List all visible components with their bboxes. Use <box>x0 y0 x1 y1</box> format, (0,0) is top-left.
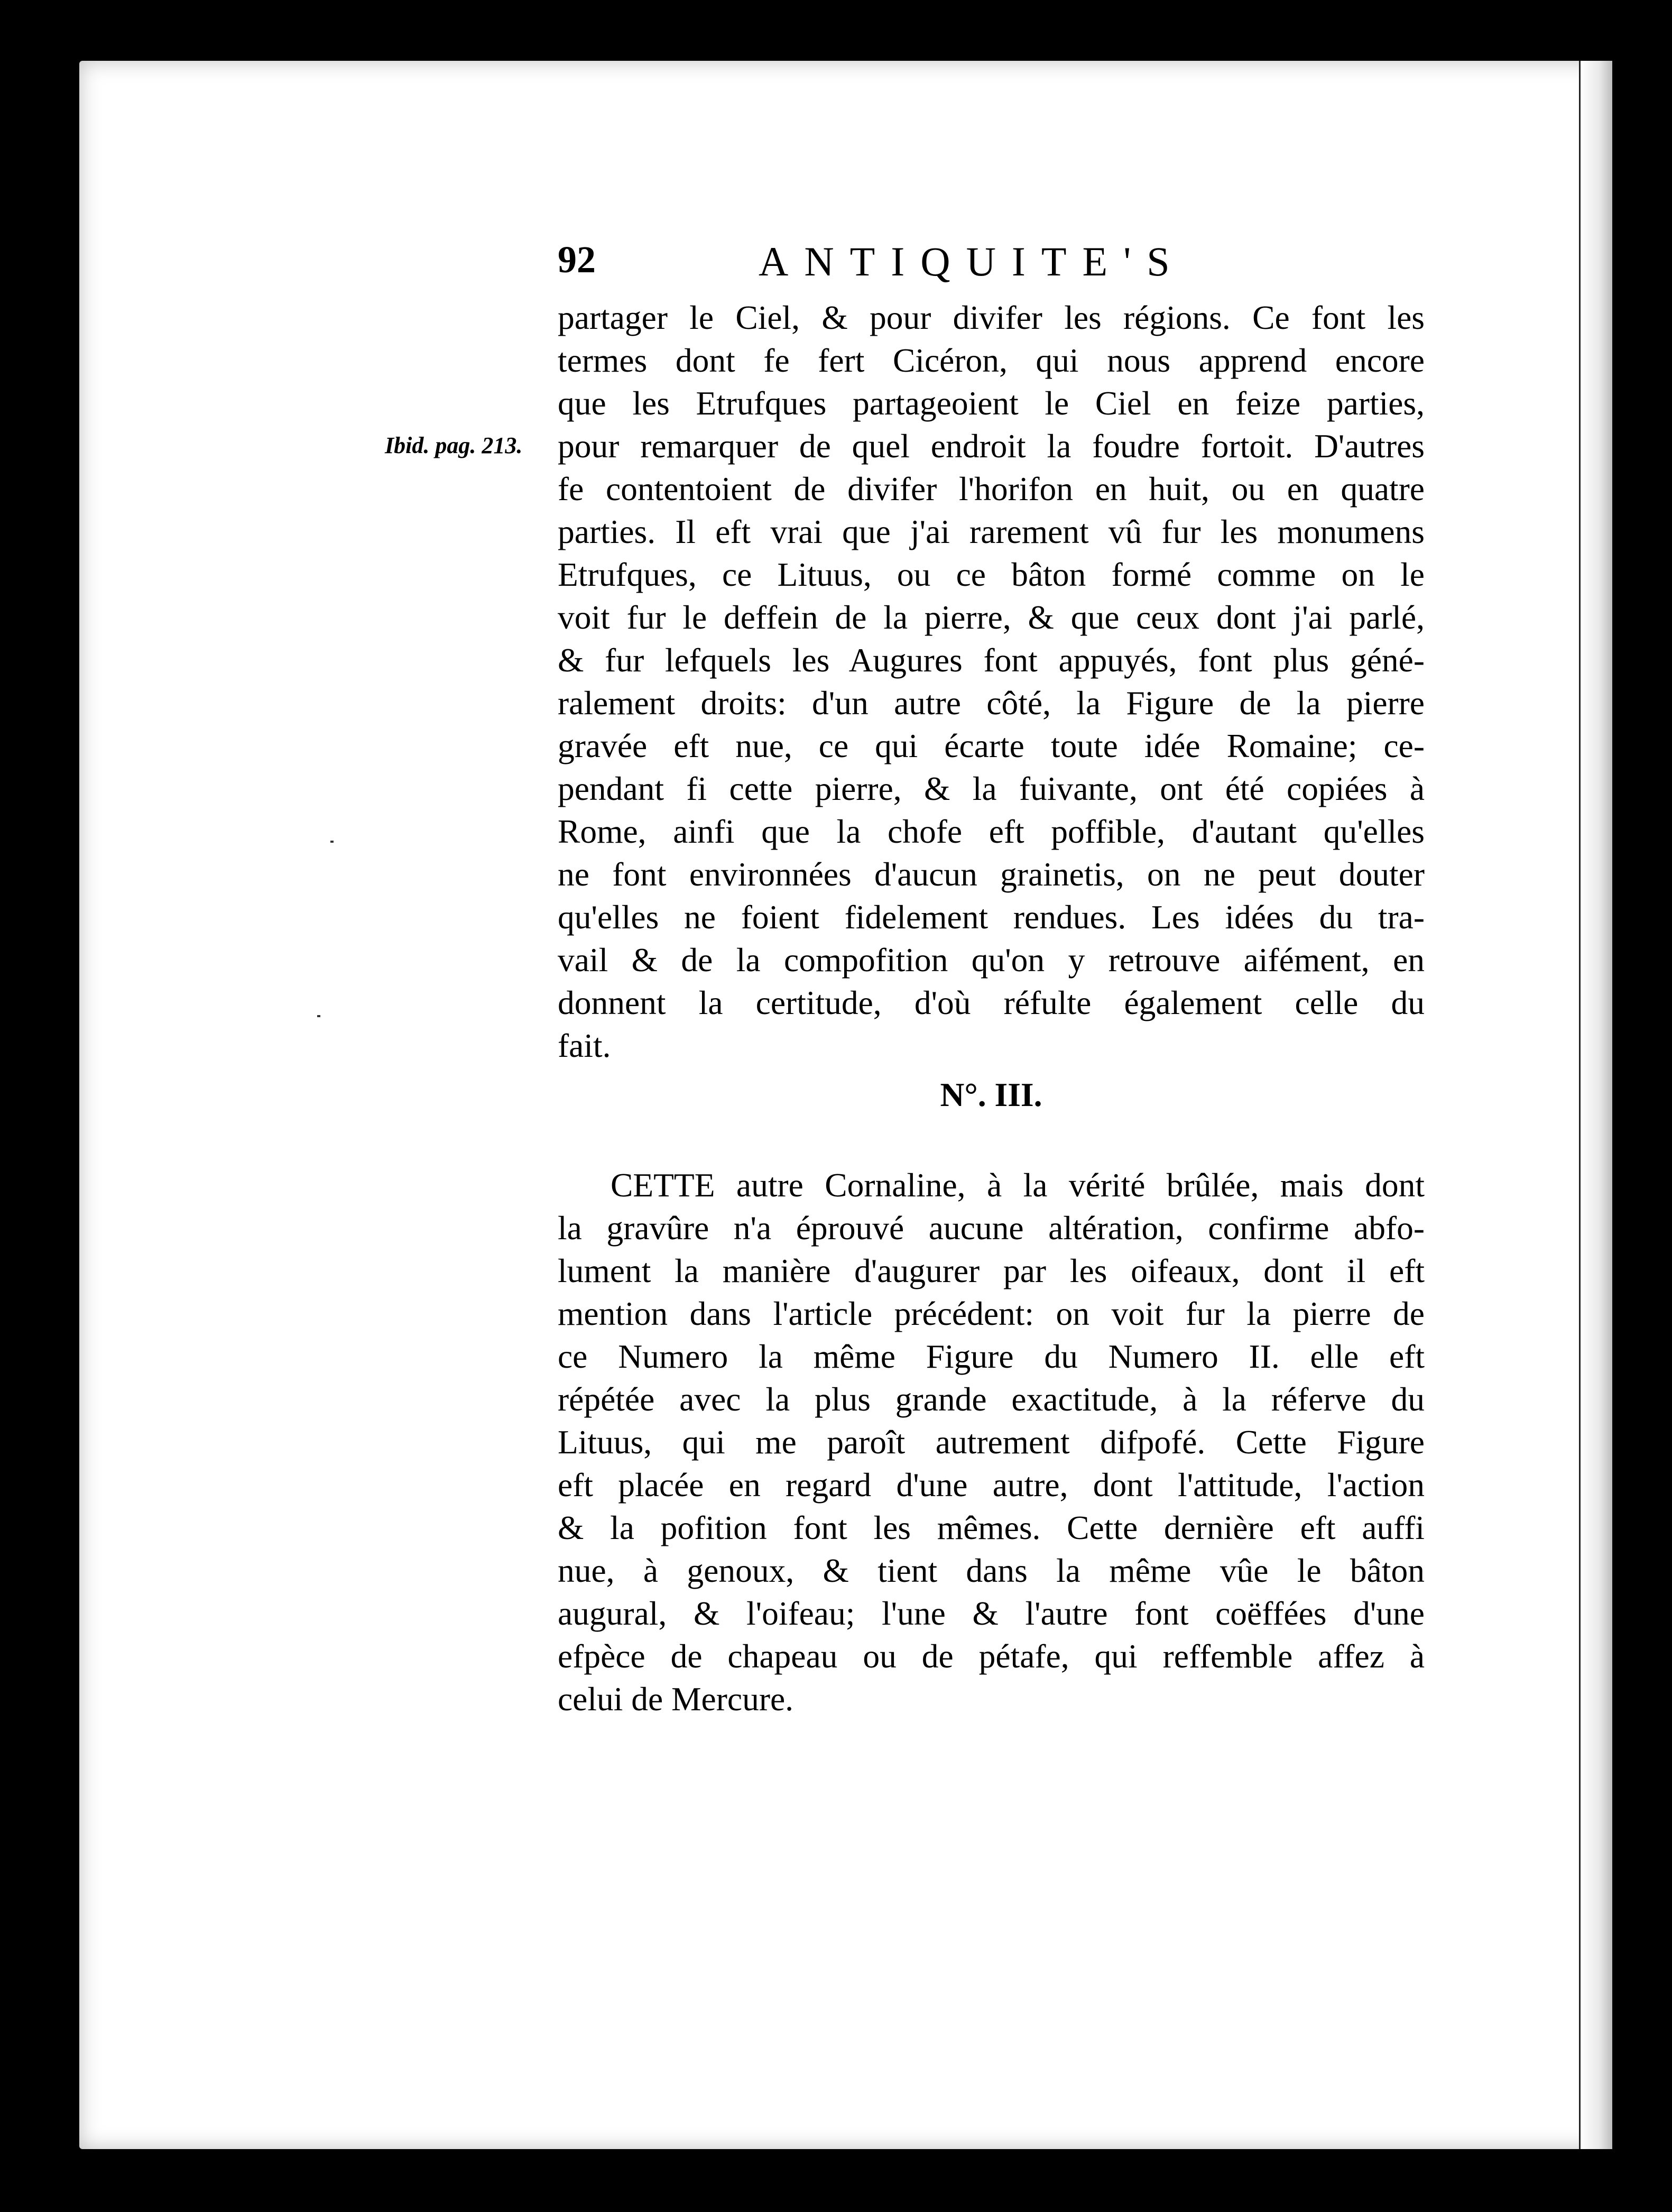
text-line: partager le Ciel, & pour divifer les régions. Ce font les <box>558 299 1425 336</box>
text-line: eft placée en regard d'une autre, dont l'attitude, l'action <box>558 1466 1425 1504</box>
text-line: la gravûre n'a éprouvé aucune altération, confirme abfo- <box>558 1209 1425 1247</box>
text-line: parties. Il eft vrai que j'ai rarement vû fur les monumens <box>558 513 1425 550</box>
text-line: Rome, ainfi que la chofe eft poffible, d'autant qu'elles <box>558 813 1425 850</box>
ink-speck <box>317 1015 320 1017</box>
text-line: donnent la certitude, d'où réfulte également celle du <box>558 984 1425 1021</box>
text-line: ne font environnées d'aucun grainetis, on ne peut douter <box>558 855 1425 893</box>
text-line: celui de Mercure. <box>558 1680 794 1718</box>
text-line: ralement droits: d'un autre côté, la Figure de la pierre <box>558 684 1425 722</box>
running-title: ANTIQUITE'S <box>759 238 1186 284</box>
text-line: fait. <box>558 1027 611 1064</box>
text-line: voit fur le deffein de la pierre, & que ceux dont j'ai parlé, <box>558 598 1425 636</box>
text-line: qu'elles ne foient fidelement rendues. Les idées du tra- <box>558 898 1425 936</box>
text-line: nue, à genoux, & tient dans la même vûe le bâton <box>558 1552 1425 1589</box>
text-line: ce Numero la même Figure du Numero II. elle eft <box>558 1338 1425 1375</box>
text-line: lument la manière d'augurer par les oifeaux, dont il eft <box>558 1252 1425 1289</box>
text-line: Lituus, qui me paroît autrement difpofé. Cette Figure <box>558 1423 1425 1461</box>
text-line: que les Etrufques partageoient le Ciel en feize parties, <box>558 384 1425 422</box>
text-line: efpèce de chapeau ou de pétafe, qui reffemble affez à <box>558 1637 1425 1675</box>
text-line: gravée eft nue, ce qui écarte toute idée Romaine; ce- <box>558 727 1425 764</box>
page-edge <box>1579 61 1612 2149</box>
text-line: pendant fi cette pierre, & la fuivante, ont été copiées à <box>558 770 1425 807</box>
text-line: Etrufques, ce Lituus, ou ce bâton formé comme on le <box>558 556 1425 593</box>
text-line: CETTE autre Cornaline, à la vérité brûlée, mais dont <box>611 1166 1425 1204</box>
section-heading: N°. III. <box>940 1076 1042 1113</box>
text-line: & la pofition font les mêmes. Cette dernière eft auffi <box>558 1509 1425 1546</box>
text-line: mention dans l'article précédent: on voit fur la pierre de <box>558 1295 1425 1332</box>
text-line: vail & de la compofition qu'on y retrouve aifément, en <box>558 941 1425 979</box>
ink-speck <box>330 841 334 843</box>
body-text <box>558 296 1425 1720</box>
text-line: augural, & l'oifeau; l'une & l'autre font coëffées d'une <box>558 1595 1425 1632</box>
text-line: fe contentoient de divifer l'horifon en huit, ou en quatre <box>558 470 1425 508</box>
text-line: répétée avec la plus grande exactitude, à la réferve du <box>558 1380 1425 1418</box>
text-line: & fur lefquels les Augures font appuyés, font plus géné- <box>558 641 1425 679</box>
page-number: 92 <box>558 238 596 281</box>
text-line: termes dont fe fert Cicéron, qui nous apprend encore <box>558 342 1425 379</box>
margin-note: Ibid. pag. 213. <box>385 432 523 458</box>
text-line: pour remarquer de quel endroit la foudre fortoit. D'autres <box>558 427 1425 465</box>
